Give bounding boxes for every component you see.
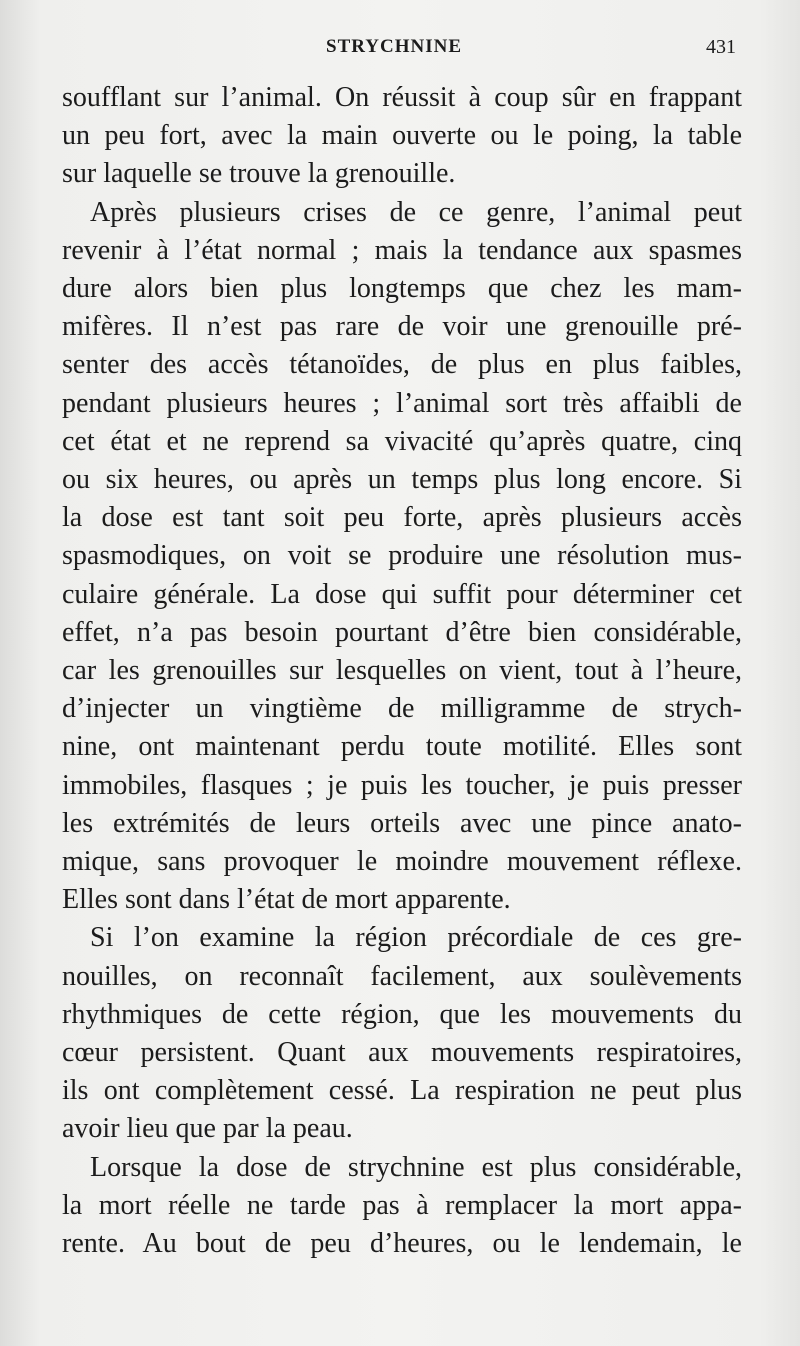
text-line: effet, n’a pas besoin pourtant d’être bien considérable, xyxy=(62,616,742,648)
text-line: mifères. Il n’est pas rare de voir une grenouille pré- xyxy=(62,311,742,343)
text-line: nouilles, on reconnaît facilement, aux soulèvements xyxy=(62,960,742,992)
text-line: d’injecter un vingtième de milligramme de strych- xyxy=(62,693,742,725)
text-line: avoir lieu que par la peau. xyxy=(62,1113,353,1145)
text-line: rhythmiques de cette région, que les mouvements du xyxy=(62,998,742,1030)
running-title: STRYCHNINE xyxy=(326,36,463,57)
text-line: Si l’on examine la région précordiale de ces gre- xyxy=(90,922,742,954)
text-line: revenir à l’état normal ; mais la tendance aux spasmes xyxy=(62,234,742,266)
text-line: cœur persistent. Quant aux mouvements respiratoires, xyxy=(62,1037,742,1069)
text-line: ils ont complètement cessé. La respiration ne peut plus xyxy=(62,1075,742,1107)
text-line: un peu fort, avec la main ouverte ou le poing, la table xyxy=(62,120,742,152)
text-line: Elles sont dans l’état de mort apparente. xyxy=(62,884,511,916)
text-line: cet état et ne reprend sa vivacité qu’après quatre, cinq xyxy=(62,425,742,457)
body-text xyxy=(62,79,742,1263)
text-line: les extrémités de leurs orteils avec une pince anato- xyxy=(62,807,742,839)
text-line: spasmodiques, on voit se produire une résolution mus- xyxy=(62,540,742,572)
text-line: soufflant sur l’animal. On réussit à coup sûr en frappant xyxy=(62,82,742,113)
running-head xyxy=(0,36,800,66)
text-line: Après plusieurs crises de ce genre, l’animal peut xyxy=(90,196,742,228)
text-line: pendant plusieurs heures ; l’animal sort très affaibli de xyxy=(62,387,742,419)
text-line: Lorsque la dose de strychnine est plus considérable, xyxy=(90,1151,742,1183)
page-number: 431 xyxy=(706,36,736,58)
text-line: immobiles, flasques ; je puis les toucher, je puis presser xyxy=(62,769,742,801)
text-line: sur laquelle se trouve la grenouille. xyxy=(62,158,456,190)
text-line: dure alors bien plus longtemps que chez les mam- xyxy=(62,273,742,305)
text-line: mique, sans provoquer le moindre mouvement réflexe. xyxy=(62,846,742,878)
text-line: senter des accès tétanoïdes, de plus en plus faibles, xyxy=(62,349,742,381)
text-line: la mort réelle ne tarde pas à remplacer la mort appa- xyxy=(62,1189,742,1221)
text-line: culaire générale. La dose qui suffit pour déterminer cet xyxy=(62,578,742,610)
text-line: ou six heures, ou après un temps plus long encore. Si xyxy=(62,464,742,496)
text-line: nine, ont maintenant perdu toute motilité. Elles sont xyxy=(62,731,742,763)
text-line: la dose est tant soit peu forte, après plusieurs accès xyxy=(62,502,742,534)
text-line: car les grenouilles sur lesquelles on vient, tout à l’heure, xyxy=(62,655,742,687)
text-line: rente. Au bout de peu d’heures, ou le lendemain, le xyxy=(62,1228,742,1260)
